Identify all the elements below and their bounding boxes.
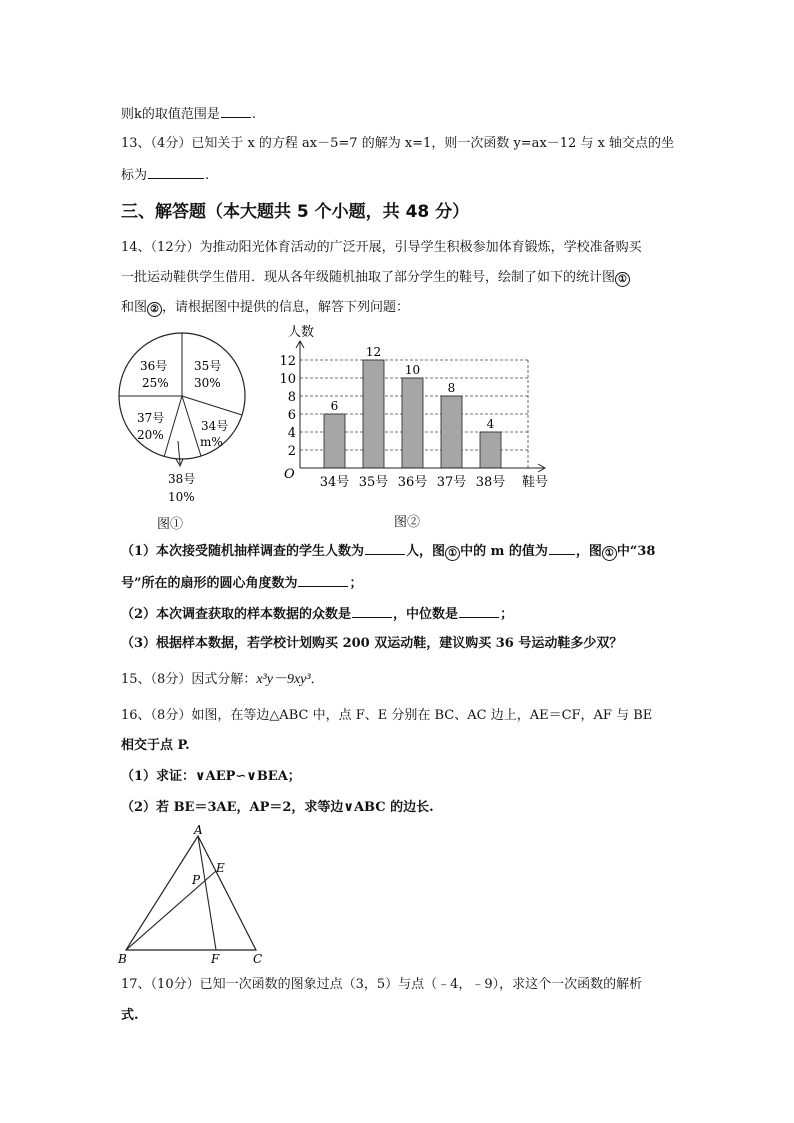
- origin-label: O: [284, 467, 295, 482]
- y-tick-label: 4: [287, 426, 296, 441]
- triangle-diagram: [115, 824, 275, 969]
- figure-number-1: ①: [445, 546, 460, 561]
- bar-35号: [363, 360, 384, 468]
- vertex-label-a: A: [194, 824, 203, 837]
- figure-number-1: ①: [615, 272, 630, 287]
- slice-value-38: 10%: [168, 490, 195, 504]
- q14-line1: 14、（12分）为推动阳光体育活动的广泛开展，引导学生积极参加体育锻炼，学校准备购买: [121, 240, 642, 255]
- bar-36号: [402, 378, 423, 468]
- q14-line3: 和图 ② ，请根据图中提供的信息，解答下列问题：: [121, 300, 410, 315]
- q14-sub3: （3）根据样本数据，若学校计划购买 200 双运动鞋，建议购买 36 号运动鞋多少双？: [121, 636, 623, 651]
- bar-37号: [441, 396, 462, 468]
- point-label-e: E: [216, 861, 225, 875]
- answer-blank[interactable]: [221, 103, 251, 118]
- slice-value-35: 30%: [194, 376, 221, 390]
- slice-value-34: m%: [200, 435, 223, 449]
- section-title: 三、解答题（本大题共 5 个小题，共 48 分）: [121, 202, 470, 222]
- x-tick-label: 36号: [397, 475, 428, 490]
- x-tick-label: 34号: [319, 475, 350, 490]
- q17-line1: 17、（10分）已知一次函数的图象过点（3，5）与点（﹣4，﹣9），求这个一次函数的解析: [121, 977, 643, 992]
- slice-label-36: 36号: [140, 359, 168, 373]
- answer-blank[interactable]: [549, 540, 575, 555]
- slice-value-37: 20%: [137, 428, 164, 442]
- answer-blank[interactable]: [148, 164, 204, 179]
- x-tick-label: 35号: [358, 475, 389, 490]
- point-label-p: P: [192, 873, 201, 887]
- q16-sub1: （1）求证：∨AEP∽∨BEA；: [121, 769, 301, 784]
- factor-expression: x³y－9xy³: [256, 672, 311, 687]
- answer-blank[interactable]: [352, 603, 392, 618]
- q14-line2: 一批运动鞋供学生借用．现从各年级随机抽取了部分学生的鞋号，绘制了如下的统计图 ①: [121, 268, 630, 288]
- bar-chart: [272, 322, 572, 497]
- q14-sub1: （1）本次接受随机抽样调查的学生人数为 人，图 ① 中的 m 的值为 ，图 ① 中“38: [121, 540, 655, 562]
- bar-value-label: 8: [447, 381, 456, 395]
- slice-label-34: 34号: [201, 419, 229, 433]
- bar-caption: 图②: [394, 515, 421, 530]
- y-tick-label: 2: [287, 444, 296, 459]
- vertex-label-c: C: [253, 952, 263, 966]
- bar-value-label: 6: [330, 399, 339, 413]
- vertex-label-b: B: [118, 952, 127, 966]
- q12-tail: 则k的取值范围是 .: [121, 103, 256, 125]
- x-tick-label: 38号: [475, 475, 506, 490]
- pie-chart: [112, 326, 262, 516]
- q13-line1: 13、（4分）已知关于 x 的方程 ax－5=7 的解为 x=1，则一次函数 y=ax－12 与 x 轴交点的坐: [121, 136, 675, 151]
- y-tick-label: 8: [287, 390, 296, 405]
- q14-sub2: （2）本次调查获取的样本数据的众数是 ，中位数是 ；: [121, 603, 513, 625]
- bar-value-label: 4: [486, 417, 495, 431]
- q17-line2: 式.: [121, 1008, 139, 1023]
- q14-sub1-cont: 号”所在的扇形的圆心角度数为 ；: [121, 572, 363, 594]
- answer-blank[interactable]: [298, 572, 348, 587]
- y-tick-label: 12: [279, 354, 296, 369]
- slice-value-36: 25%: [142, 376, 169, 390]
- q13-line2: 标为 .: [121, 164, 209, 186]
- q16-sub2: （2）若 BE＝3AE，AP＝2，求等边∨ABC 的边长.: [121, 800, 434, 815]
- y-tick-label: 6: [287, 408, 296, 423]
- segment-be: [126, 871, 216, 950]
- pie-caption: 图①: [157, 517, 184, 532]
- answer-blank[interactable]: [365, 540, 405, 555]
- figure-number-1: ①: [602, 546, 617, 561]
- x-axis-title: 鞋号: [522, 475, 549, 490]
- q16-line2: 相交于点 P.: [121, 738, 190, 753]
- answer-blank[interactable]: [459, 603, 499, 618]
- q16-line1: 16、（8分）如图，在等边△ABC 中，点 F、E 分别在 BC、AC 边上，AE＝CF，AF 与 BE: [121, 708, 653, 723]
- bar-value-label: 10: [404, 363, 421, 377]
- point-label-f: F: [211, 952, 220, 966]
- q15: 15、（8分）因式分解：x³y－9xy³．: [121, 672, 324, 687]
- y-axis-title: 人数: [288, 325, 315, 340]
- x-tick-label: 37号: [436, 475, 467, 490]
- y-tick-label: 10: [279, 372, 296, 387]
- figure-number-2: ②: [147, 302, 162, 317]
- slice-label-37: 37号: [137, 411, 165, 425]
- slice-label-38: 38号: [168, 472, 196, 486]
- bar-34号: [324, 414, 345, 468]
- bar-38号: [480, 432, 501, 468]
- slice-label-35: 35号: [194, 359, 222, 373]
- bar-value-label: 12: [365, 345, 382, 359]
